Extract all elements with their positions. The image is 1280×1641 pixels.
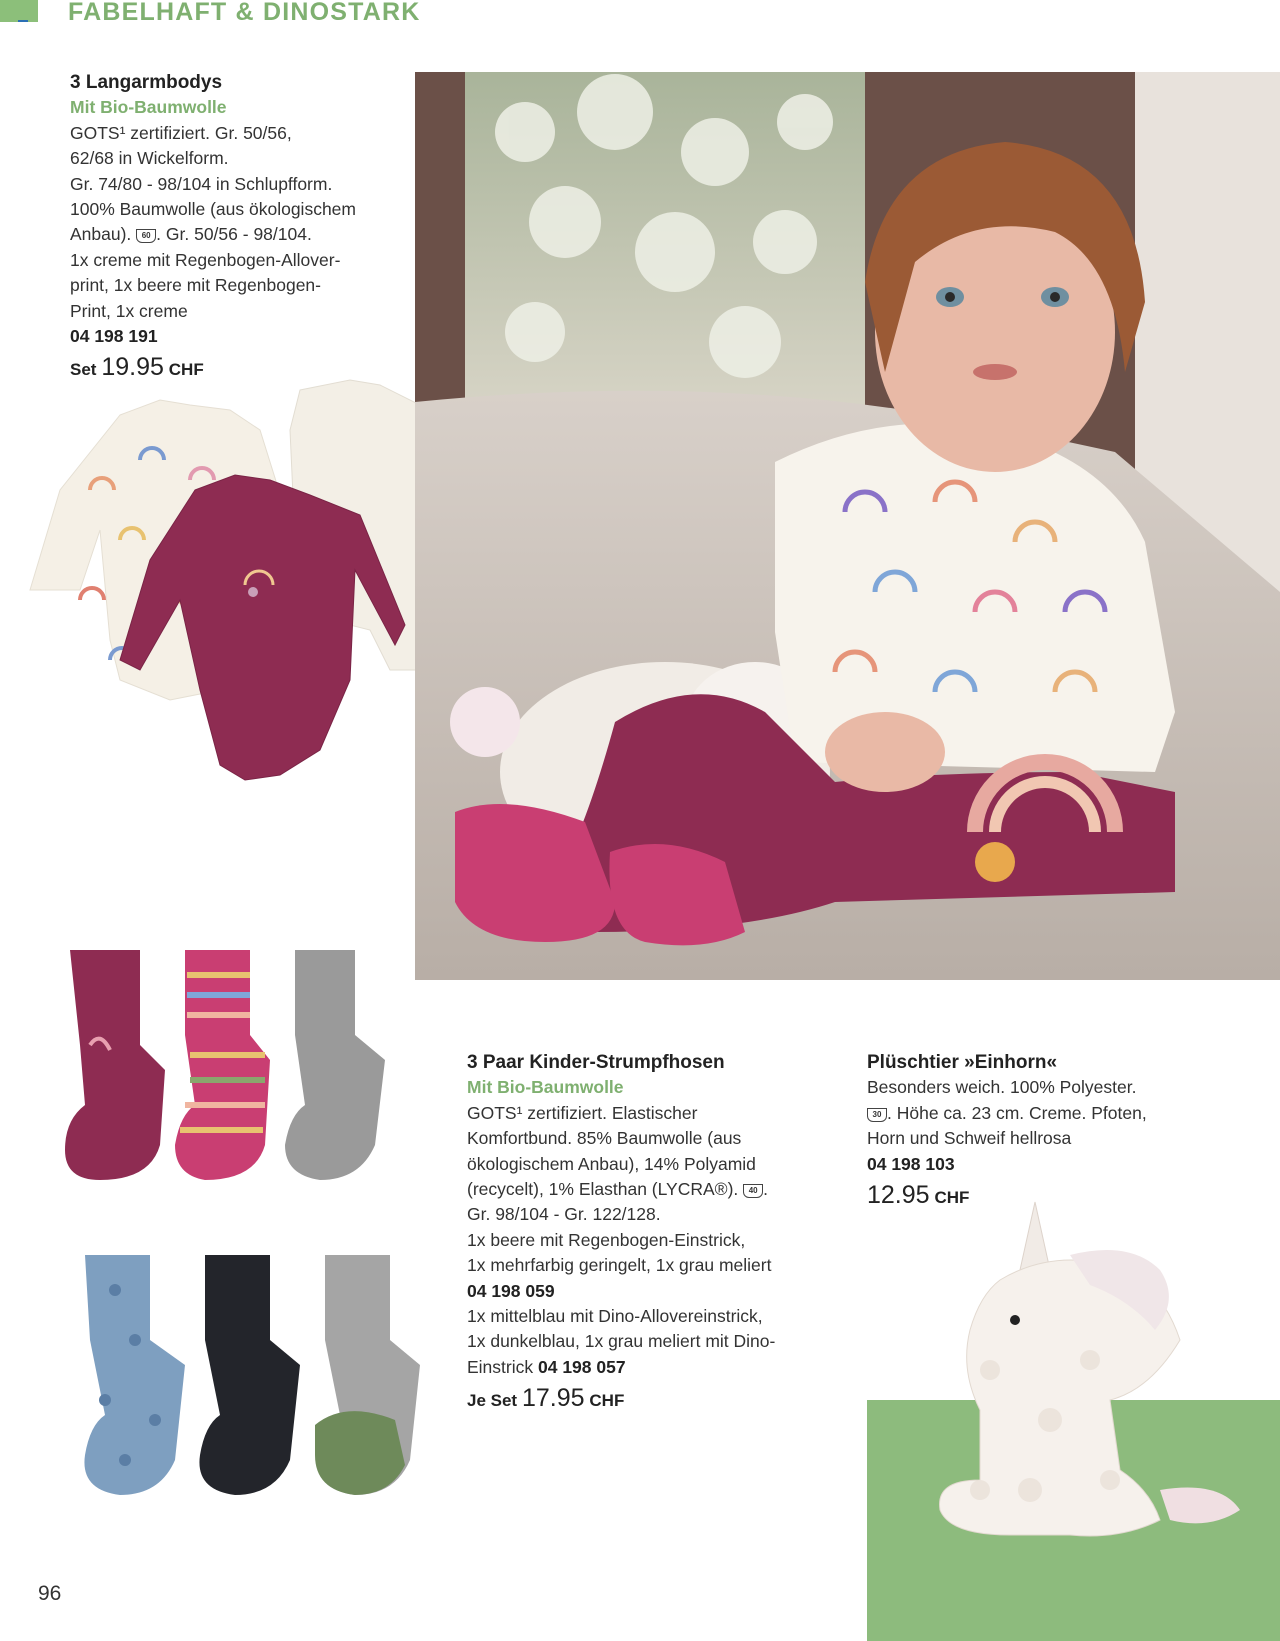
price-prefix: Je Set bbox=[467, 1391, 518, 1411]
product-description-line: GOTS¹ zertifiziert. Gr. 50/56, bbox=[70, 122, 292, 143]
product-description-line: Print, 1x creme bbox=[70, 300, 188, 321]
product-description-line: Gr. 74/80 - 98/104 in Schlupfform. bbox=[70, 173, 333, 194]
header-color-tab bbox=[0, 0, 38, 22]
price-currency: CHF bbox=[589, 1391, 625, 1411]
product-description-line bbox=[467, 1355, 827, 1380]
unicorn-plush-image bbox=[920, 1190, 1250, 1550]
price-value: 19.95 bbox=[101, 353, 164, 382]
product-name: 3 Paar Kinder-Strumpfhosen bbox=[467, 1052, 725, 1073]
product-description-line: Gr. 98/104 - Gr. 122/128. bbox=[467, 1204, 661, 1225]
tights-image-row-2 bbox=[75, 1250, 435, 1500]
product-description-line: 100% Baumwolle (aus ökologischem bbox=[70, 199, 356, 220]
product-description-line: 62/68 in Wickelform. bbox=[70, 148, 229, 169]
product-description-line: 1x mehrfarbig geringelt, 1x grau meliert bbox=[467, 1255, 772, 1276]
article-number: 04 198 191 bbox=[70, 326, 158, 347]
price-row bbox=[467, 1386, 827, 1413]
product-description-line: ökologischem Anbau), 14% Polyamid bbox=[467, 1153, 756, 1174]
product-name: Plüschtier »Einhorn« bbox=[867, 1052, 1058, 1073]
article-number: 04 198 057 bbox=[538, 1356, 626, 1377]
product-description-line: Besonders weich. 100% Polyester. bbox=[867, 1077, 1137, 1098]
description-fragment: Anbau). bbox=[70, 224, 132, 245]
description-fragment: . Höhe ca. 23 cm. Creme. Pfoten, bbox=[887, 1102, 1147, 1123]
description-fragment: Einstrick bbox=[467, 1356, 534, 1377]
product-tights bbox=[467, 1050, 827, 1414]
product-description-line: 1x dunkelblau, 1x grau meliert mit Dino- bbox=[467, 1331, 776, 1352]
product-description-line: GOTS¹ zertifiziert. Elastischer bbox=[467, 1102, 698, 1123]
wash-care-icon: 60 bbox=[136, 229, 156, 243]
product-description-line: Horn und Schweif hellrosa bbox=[867, 1128, 1072, 1149]
wash-care-icon: 30 bbox=[867, 1108, 887, 1122]
product-description-line: 1x beere mit Regenbogen-Einstrick, bbox=[467, 1229, 746, 1250]
product-description-line: Komfortbund. 85% Baumwolle (aus bbox=[467, 1128, 742, 1149]
description-fragment: (recycelt), 1% Elasthan (LYCRA®). bbox=[467, 1179, 739, 1200]
product-bodysuits bbox=[70, 70, 390, 383]
product-description-line: print, 1x beere mit Regenbogen- bbox=[70, 275, 321, 296]
wash-care-icon: 40 bbox=[743, 1184, 763, 1198]
product-description-line bbox=[467, 1177, 827, 1202]
product-unicorn bbox=[867, 1050, 1227, 1210]
product-description-line bbox=[70, 222, 390, 247]
product-description-line bbox=[867, 1101, 1227, 1126]
product-description-line: 1x creme mit Regenbogen-Allover- bbox=[70, 249, 341, 270]
product-name: 3 Langarmbodys bbox=[70, 72, 223, 93]
header-mark bbox=[18, 20, 28, 22]
product-subtitle: Mit Bio-Baumwolle bbox=[467, 1077, 624, 1098]
price-value: 17.95 bbox=[521, 1384, 585, 1413]
baby-main-photo bbox=[415, 72, 1280, 980]
description-fragment: . Gr. 50/56 - 98/104. bbox=[156, 224, 312, 245]
article-number: 04 198 103 bbox=[867, 1153, 955, 1174]
product-description-line: 1x mittelblau mit Dino-Allovereinstrick, bbox=[467, 1306, 763, 1327]
section-title: FABELHAFT & DINOSTARK bbox=[68, 0, 421, 26]
price-value: 12.95 bbox=[867, 1181, 930, 1210]
article-number: 04 198 059 bbox=[467, 1280, 555, 1301]
product-subtitle: Mit Bio-Baumwolle bbox=[70, 97, 227, 118]
page-number: 96 bbox=[38, 1582, 62, 1605]
price-currency: CHF bbox=[934, 1188, 970, 1208]
price-currency: CHF bbox=[168, 360, 204, 380]
price-prefix: Set bbox=[70, 360, 97, 380]
tights-image-row-1 bbox=[55, 945, 405, 1195]
description-fragment: . bbox=[763, 1179, 769, 1200]
